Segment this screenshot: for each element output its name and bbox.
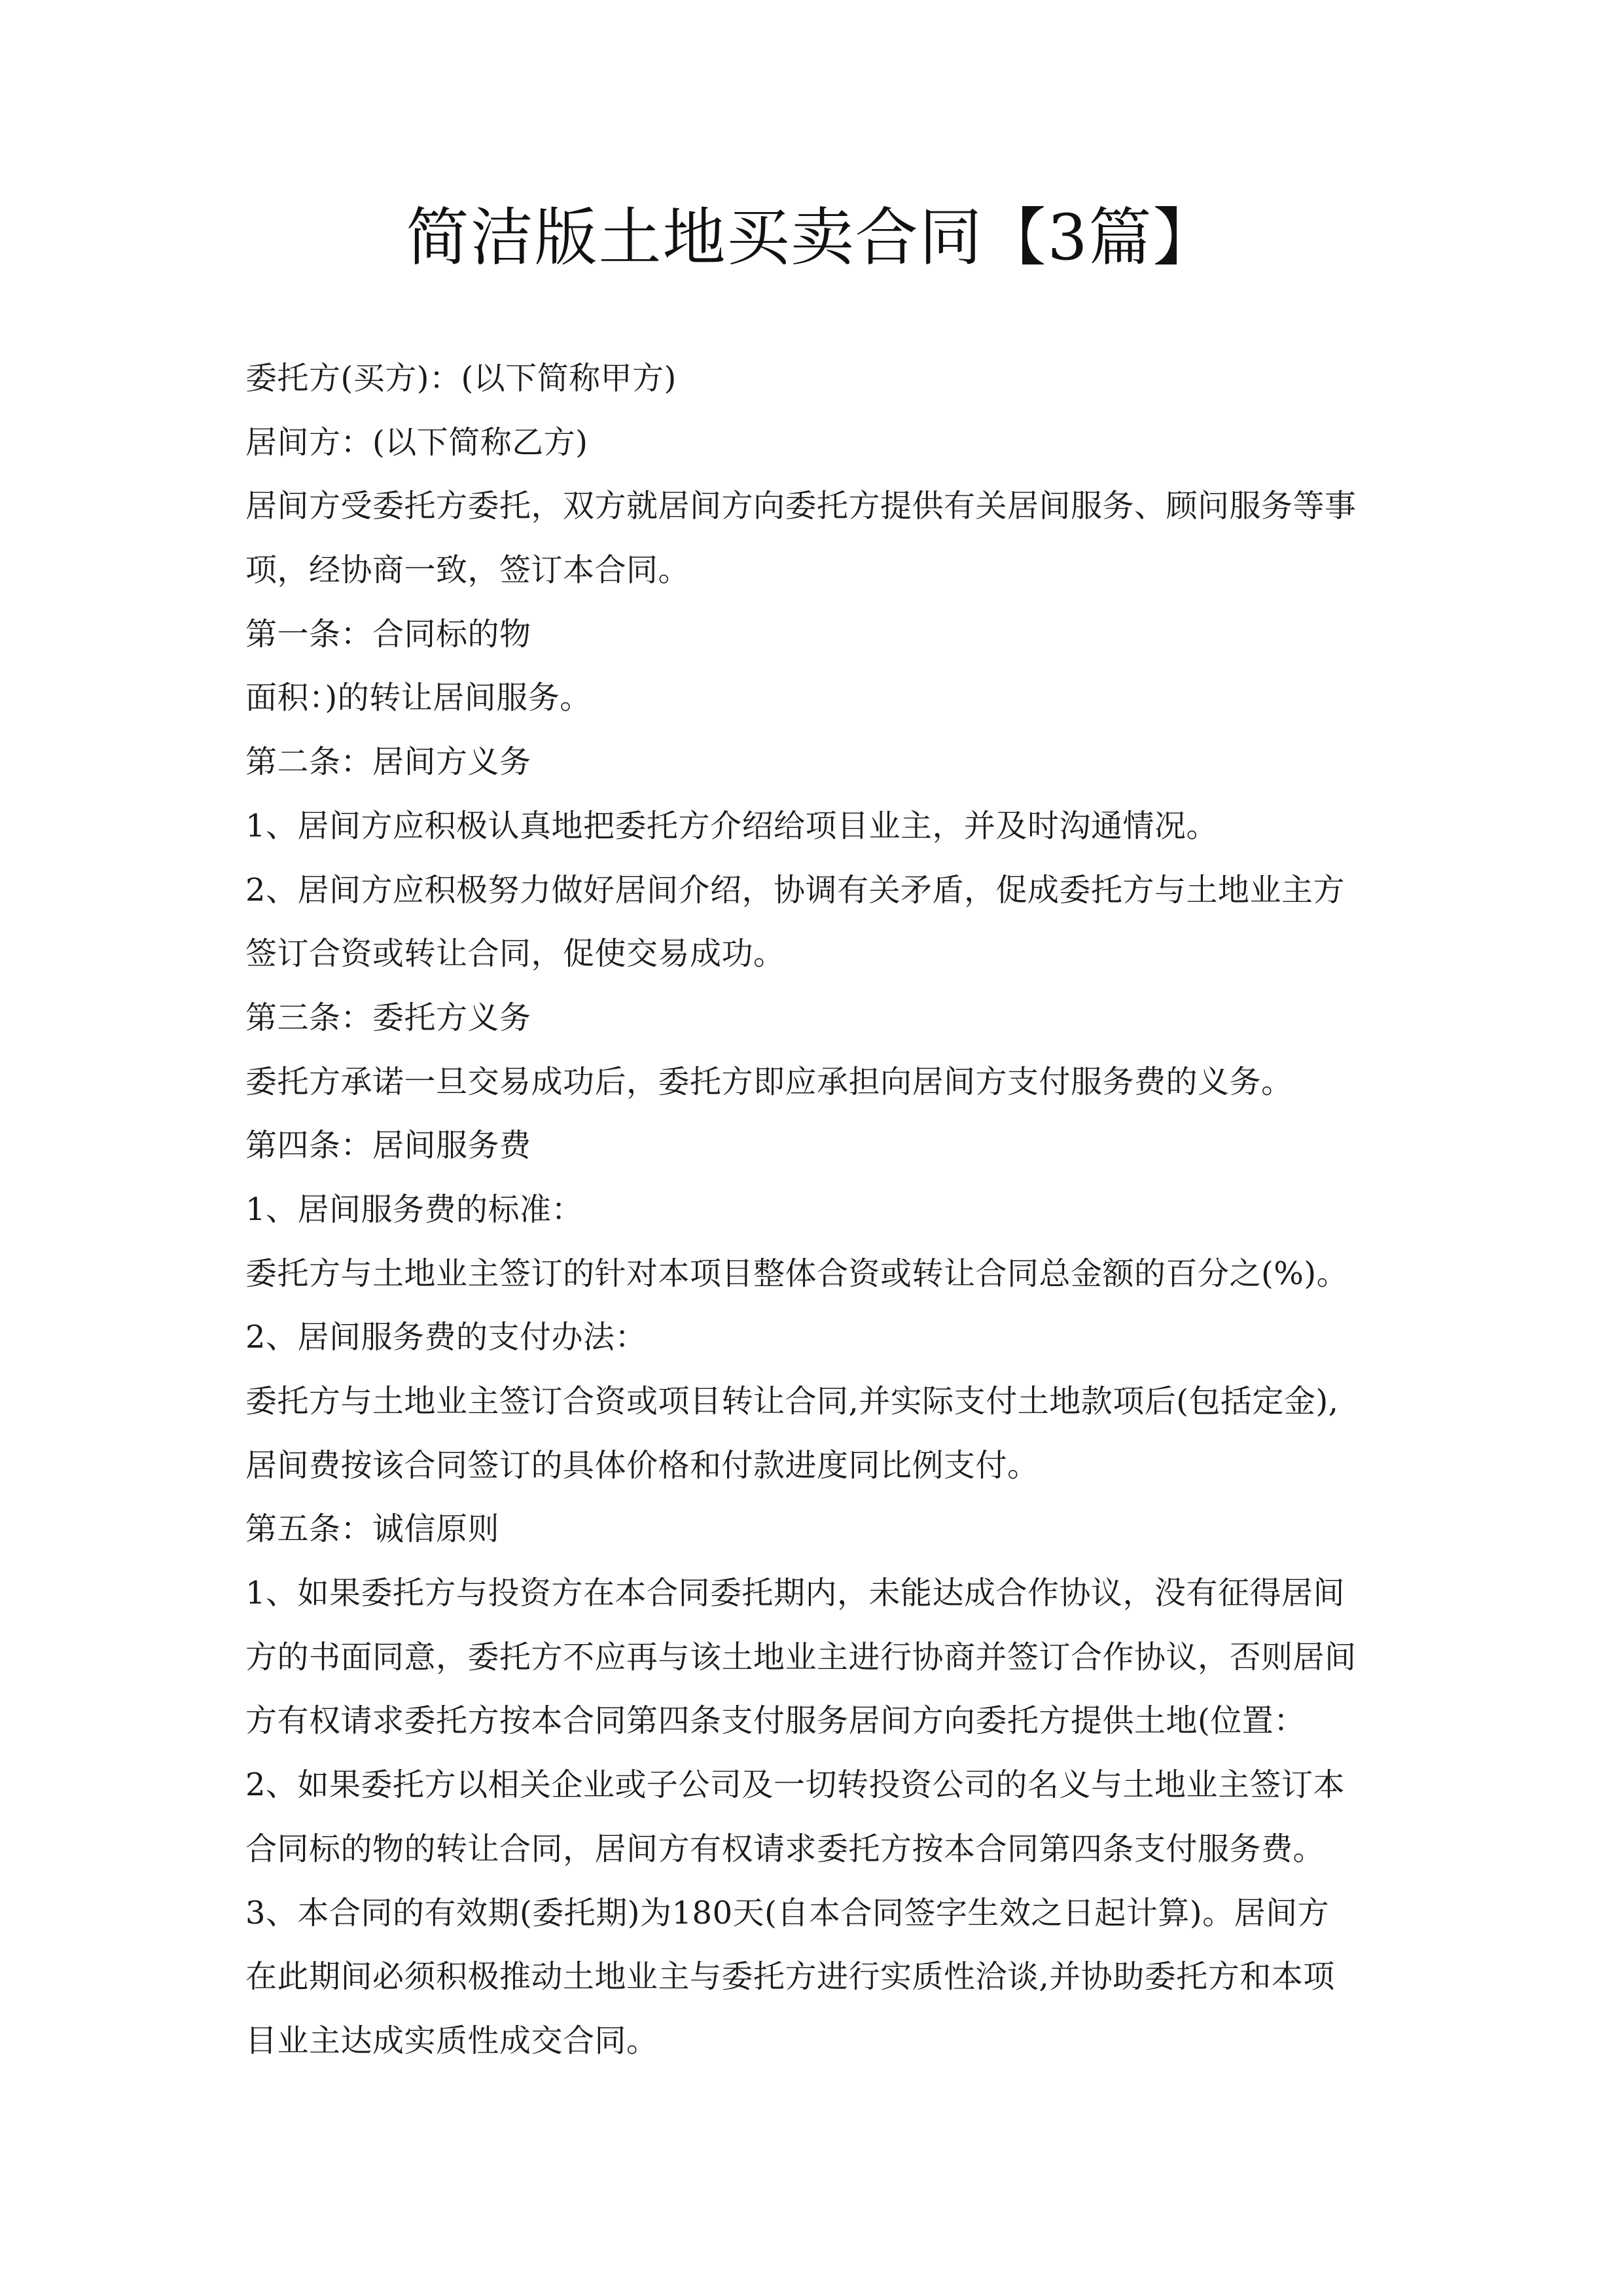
- paragraph-line: 居间费按该合同签订的具体价格和付款进度同比例支付。: [245, 1446, 1039, 1484]
- paragraph-line: 2、居间方应积极努力做好居间介绍，协调有关矛盾，促成委托方与土地业主方: [245, 871, 1346, 908]
- paragraph-line: 委托方与土地业主签订的针对本项目整体合资或转让合同总金额的百分之(%)。: [245, 1255, 1349, 1292]
- paragraph-line: 1、居间服务费的标准：: [245, 1191, 584, 1228]
- paragraph-line: 3、本合同的有效期(委托期)为180天(自本合同签字生效之日起计算)。居间方: [245, 1894, 1330, 1931]
- document-body: [245, 347, 1417, 2073]
- paragraph-line: 委托方承诺一旦交易成功后，委托方即应承担向居间方支付服务费的义务。: [245, 1063, 1293, 1100]
- paragraph-line: 在此期间必须积极推动土地业主与委托方进行实质性洽谈,并协助委托方和本项: [245, 1958, 1335, 1996]
- paragraph-line: 面积：)的转让居间服务。: [245, 679, 592, 717]
- paragraph-line: 2、居间服务费的支付办法：: [245, 1319, 647, 1356]
- paragraph-line: 1、居间方应积极认真地把委托方介绍给项目业主，并及时沟通情况。: [245, 807, 1219, 844]
- preamble-line: 居间方受委托方委托，双方就居间方向委托方提供有关居间服务、顾问服务等事: [245, 488, 1357, 525]
- party-client-line: 委托方(买方)：(以下简称甲方): [245, 360, 677, 397]
- article-heading: 第五条：诚信原则: [245, 1511, 500, 1548]
- preamble-line: 项，经协商一致，签订本合同。: [245, 552, 690, 589]
- article-heading: 第四条：居间服务费: [245, 1127, 531, 1164]
- article-heading: 第三条：委托方义务: [245, 999, 531, 1036]
- document-title: 简洁版土地买卖合同【3篇】: [406, 201, 1217, 274]
- article-heading: 第二条：居间方义务: [245, 744, 531, 781]
- article-heading: 第一条：合同标的物: [245, 615, 531, 653]
- paragraph-line: 目业主达成实质性成交合同。: [245, 2022, 658, 2059]
- paragraph-line: 委托方与土地业主签订合资或项目转让合同,并实际支付土地款项后(包括定金),: [245, 1383, 1339, 1420]
- paragraph-line: 方有权请求委托方按本合同第四条支付服务居间方向委托方提供土地(位置：: [245, 1702, 1306, 1740]
- paragraph-line: 2、如果委托方以相关企业或子公司及一切转投资公司的名义与土地业主签订本: [245, 1767, 1346, 1804]
- paragraph-line: 合同标的物的转让合同，居间方有权请求委托方按本合同第四条支付服务费。: [245, 1830, 1325, 1867]
- paragraph-line: 签订合资或转让合同，促使交易成功。: [245, 935, 785, 973]
- party-broker-line: 居间方：(以下简称乙方): [245, 423, 588, 461]
- paragraph-line: 方的书面同意，委托方不应再与该土地业主进行协商并签订合作协议，否则居间: [245, 1638, 1357, 1676]
- paragraph-line: 1、如果委托方与投资方在本合同委托期内，未能达成合作协议，没有征得居间: [245, 1575, 1346, 1612]
